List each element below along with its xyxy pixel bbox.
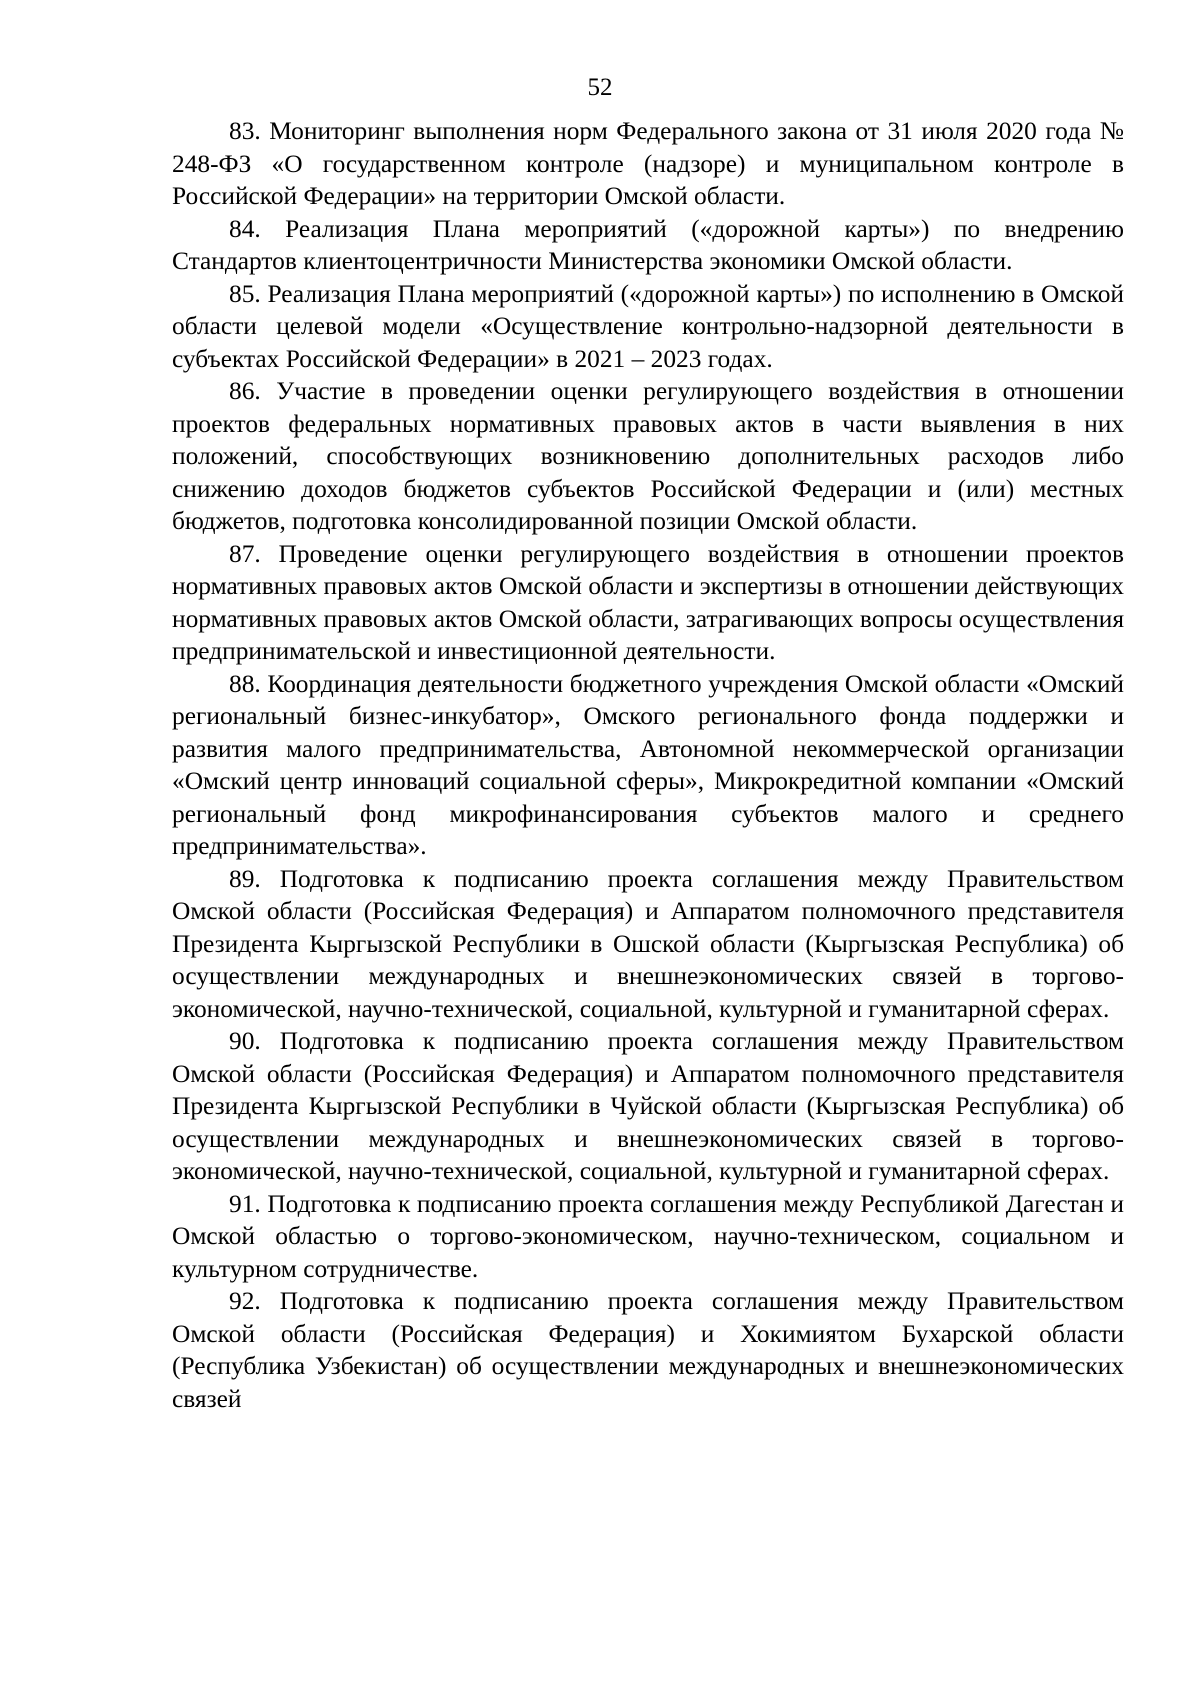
paragraph-84: 84. Реализация Плана мероприятий («дорожной карты») по внедрению Стандартов клиентоцентричности Министерства экономики Омской области. (172, 214, 1124, 275)
document-body (172, 115, 1124, 1415)
paragraph-90: 90. Подготовка к подписанию проекта соглашения между Правительством Омской области (Российская Федерация) и Аппаратом полномочного представителя Президента Кыргызской Республики в Чуйской области (Кыргызская Республика) об осуществлении международных и внешнеэкономических связей в торгово-экономической, научно-технической, социальной, культурной и гуманитарной сферах. (172, 1027, 1124, 1185)
paragraph-88: 88. Координация деятельности бюджетного учреждения Омской области «Омский региональный бизнес-инкубатор», Омского регионального фонда поддержки и развития малого предпринимательства, Автономной некоммерческой организации «Омский центр инноваций социальной сферы», Микрокредитной компании «Омский региональный фонд микрофинансирования субъектов малого и среднего предпринимательства». (172, 669, 1124, 860)
paragraph-86: 86. Участие в проведении оценки регулирующего воздействия в отношении проектов федеральных нормативных правовых актов в части выявления в них положений, способствующих возникновению дополнительных расходов либо снижению доходов бюджетов субъектов Российской Федерации и (или) местных бюджетов, подготовка консолидированной позиции Омской области. (172, 377, 1124, 535)
paragraph-83: 83. Мониторинг выполнения норм Федерального закона от 31 июля 2020 года № 248-ФЗ «О государственном контроле (надзоре) и муниципальном контроле в Российской Федерации» на территории Омской области. (172, 117, 1124, 210)
page-number: 52 (587, 74, 613, 101)
paragraph-91: 91. Подготовка к подписанию проекта соглашения между Республикой Дагестан и Омской областью о торгово-экономическом, научно-техническом, социальном и культурном сотрудничестве. (172, 1189, 1124, 1283)
paragraph-89: 89. Подготовка к подписанию проекта соглашения между Правительством Омской области (Российская Федерация) и Аппаратом полномочного представителя Президента Кыргызской Республики в Ошской области (Кыргызская Республика) об осуществлении международных и внешнеэкономических связей в торгово-экономической, научно-технической, социальной, культурной и гуманитарной сферах. (172, 864, 1124, 1023)
paragraph-85: 85. Реализация Плана мероприятий («дорожной карты») по исполнению в Омской области целевой модели «Осуществление контрольно-надзорной деятельности в субъектах Российской Федерации» в 2021 – 2023 годах. (172, 279, 1124, 373)
paragraph-92: 92. Подготовка к подписанию проекта соглашения между Правительством Омской области (Российская Федерация) и Хокимиятом Бухарской области (Республика Узбекистан) об осуществлении международных и внешнеэкономических связей (172, 1287, 1124, 1413)
paragraph-87: 87. Проведение оценки регулирующего воздействия в отношении проектов нормативных правовых актов Омской области и экспертизы в отношении действующих нормативных правовых актов Омской области, затрагивающих вопросы осуществления предпринимательской и инвестиционной деятельности. (172, 539, 1124, 665)
